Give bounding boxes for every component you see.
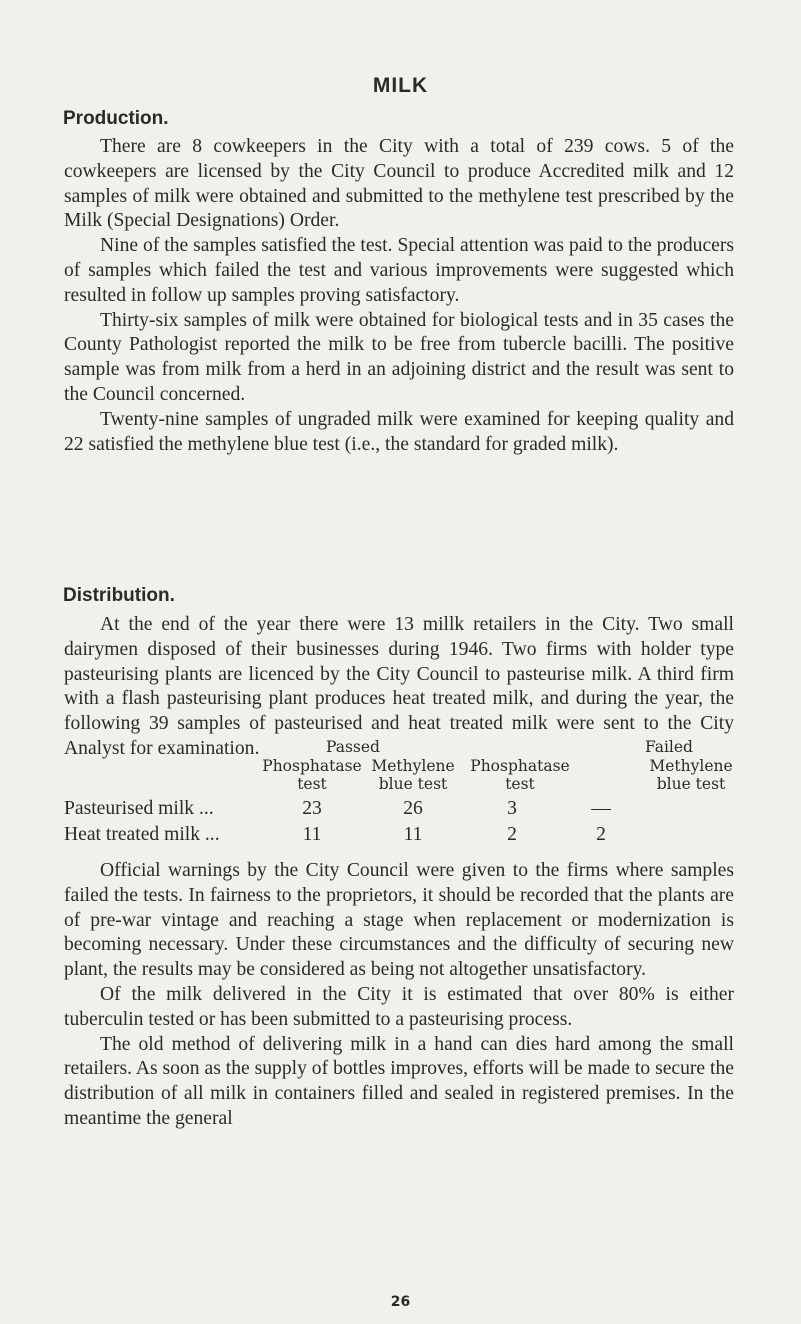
distribution-paragraph: Of the milk delivered in the City it is estimated that over 80% is either tuberculin tested or has been submitted to a pasteurising process. bbox=[64, 983, 734, 1030]
distribution-paragraph: Official warnings by the City Council were given to the firms where samples failed the tests. In fairness to the proprietors, it should be recorded that the plants are of pre-war vintage and reaching a stage when replacement or modernization is becoming necessary. Under these circumstances and the difficulty of securing new plant, the results may be considered as being not altogether unsatisfactory. bbox=[64, 860, 734, 981]
table-cell: 23 bbox=[302, 798, 322, 819]
production-paragraph: Twenty-nine samples of ungraded milk were examined for keeping quality and 22 satisfied the methylene blue test (i.e., the standard for graded milk). bbox=[64, 408, 734, 455]
table-cell: — bbox=[591, 798, 611, 819]
table-group-header-passed: Passed bbox=[326, 738, 380, 756]
table-cell: 3 bbox=[507, 798, 517, 819]
table-column-header: Phosphatase test bbox=[470, 757, 570, 793]
production-paragraph: Nine of the samples satisfied the test. Special attention was paid to the producers of samples which failed the test and various improvements were suggested which resulted in follow up samples proving satisfactory. bbox=[64, 235, 734, 306]
distribution-heading: Distribution. bbox=[63, 585, 175, 606]
table-row-label: Pasteurised milk ... bbox=[64, 798, 214, 819]
table-column-header: Phosphatase test bbox=[262, 757, 362, 793]
table-cell: 2 bbox=[596, 824, 606, 845]
table-row-label: Heat treated milk ... bbox=[64, 824, 220, 845]
table-cell: 11 bbox=[403, 824, 423, 845]
production-section bbox=[64, 135, 734, 457]
table-column-header: Methylene blue test bbox=[371, 757, 455, 793]
production-heading: Production. bbox=[63, 108, 169, 129]
distribution-intro: At the end of the year there were 13 millk retailers in the City. Two small dairymen disposed of their businesses during 1946. Two firms with holder type pasteurising plants are licenced by the City Council to pasteurise milk. A third firm with a flash pasteurising plant produces heat treated milk, and during the year, the following 39 samples of pasteurised and heat treated milk were sent to the City Analyst for examination. bbox=[64, 614, 734, 759]
distribution-section bbox=[64, 859, 734, 1132]
table-cell: 2 bbox=[507, 824, 517, 845]
production-paragraph: Thirty-six samples of milk were obtained for biological tests and in 35 cases the County Pathologist reported the milk to be free from tubercle bacilli. The positive sample was from milk from a herd in an adjoining district and the result was sent to the Council concerned. bbox=[64, 309, 734, 405]
table-cell: 11 bbox=[302, 824, 322, 845]
table-cell: 26 bbox=[403, 798, 423, 819]
page-title: MILK bbox=[372, 74, 429, 97]
table-column-header: Methylene blue test bbox=[649, 757, 733, 793]
table-group-header-failed: Failed bbox=[645, 738, 693, 756]
page-number: 26 bbox=[390, 1294, 411, 1310]
distribution-paragraph: The old method of delivering milk in a hand can dies hard among the small retailers. As soon as the supply of bottles improves, efforts will be made to secure the distribution of all milk in containers filled and sealed in registered premises. In the meantime the general bbox=[64, 1033, 734, 1129]
production-paragraph: There are 8 cowkeepers in the City with a total of 239 cows. 5 of the cowkeepers are licensed by the City Council to produce Accredited milk and 12 samples of milk were obtained and submitted to the methylene test prescribed by the Milk (Special Designations) Order. bbox=[64, 136, 734, 232]
